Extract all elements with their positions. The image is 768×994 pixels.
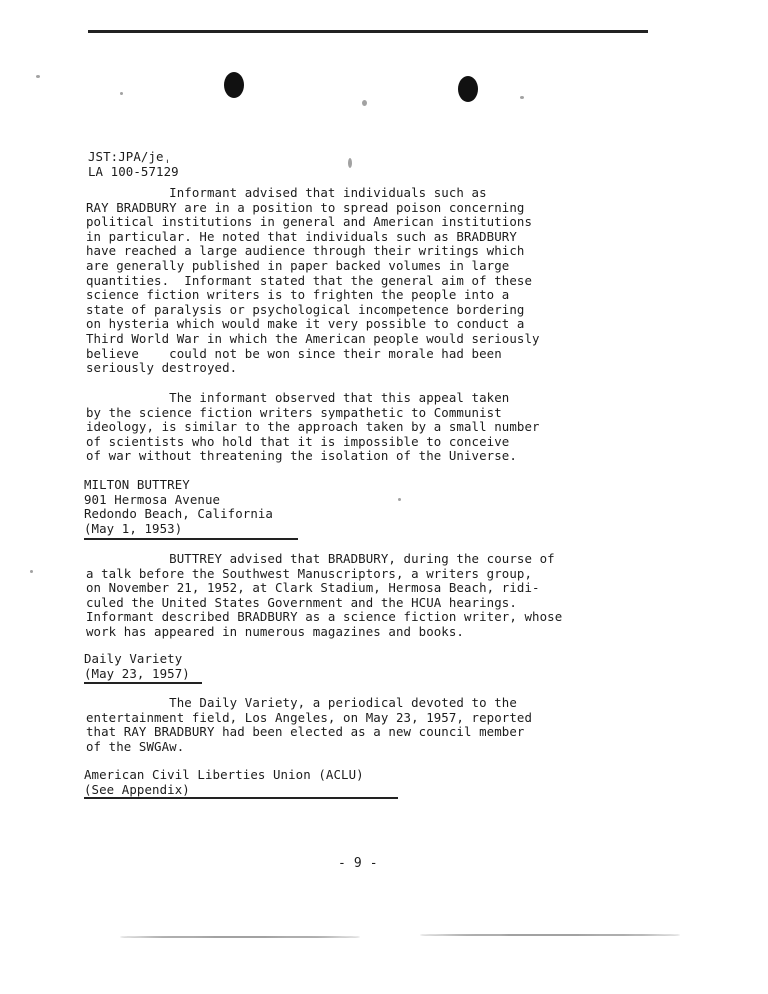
punch-hole — [224, 72, 244, 98]
text-line: have reached a large audience through their writings which — [86, 243, 525, 259]
text-line: quantities. Informant stated that the general aim of these — [86, 272, 533, 288]
source-underline — [84, 538, 298, 540]
text-line: state of paralysis or psychological incompetence bordering — [86, 301, 525, 317]
scan-speck — [30, 570, 33, 573]
text-line: of the SWGAw. — [86, 738, 185, 754]
scan-speck — [398, 498, 401, 501]
scan-speck — [420, 934, 680, 936]
source-date: (May 23, 1957) — [84, 665, 190, 681]
text-line: in particular. He noted that individuals such as BRADBURY — [86, 228, 517, 244]
source-note: (See Appendix) — [84, 781, 190, 797]
text-line: of war without threatening the isolation of the Universe. — [86, 448, 517, 464]
paragraph-daily-variety — [86, 696, 532, 754]
source-underline — [84, 797, 398, 799]
source-name: MILTON BUTTREY — [84, 477, 190, 492]
paragraph-informant-observed — [86, 391, 540, 464]
source-name: Daily Variety — [84, 651, 183, 666]
scan-speck — [348, 158, 352, 168]
source-city: Redondo Beach, California — [84, 506, 273, 522]
scan-speck — [520, 96, 524, 99]
source-underline — [84, 682, 202, 684]
scan-speck — [120, 92, 123, 95]
text-line: that RAY BRADBURY had been elected as a new council member — [86, 724, 525, 740]
text-line: Informant advised that individuals such as — [86, 185, 487, 200]
text-line: entertainment field, Los Angeles, on May 23, 1957, reported — [86, 709, 533, 725]
source-street: 901 Hermosa Avenue — [84, 491, 221, 507]
text-line: The Daily Variety, a periodical devoted to the — [86, 695, 517, 710]
text-line: culed the United States Government and the HCUA hearings. — [86, 594, 517, 610]
text-line: The informant observed that this appeal taken — [86, 390, 510, 405]
scan-speck — [120, 936, 360, 938]
source-aclu — [84, 768, 364, 797]
text-line: on November 21, 1952, at Clark Stadium, Hermosa Beach, ridi- — [86, 580, 540, 596]
text-line: political institutions in general and American institutions — [86, 214, 533, 230]
file-reference — [88, 150, 179, 179]
text-line: a talk before the Southwest Manuscriptors, a writers group, — [86, 565, 533, 581]
source-date: (May 1, 1953) — [84, 520, 183, 536]
source-buttrey — [84, 478, 273, 536]
page-number: - 9 - — [338, 856, 378, 871]
text-line: Third World War in which the American people would seriously — [86, 330, 540, 346]
text-line: work has appeared in numerous magazines and books. — [86, 623, 464, 639]
paragraph-buttrey-advised — [86, 552, 562, 640]
text-line: RAY BRADBURY are in a position to spread poison concerning — [86, 199, 525, 215]
text-line: on hysteria which would make it very possible to conduct a — [86, 316, 525, 332]
text-line: of scientists who hold that it is impossible to conceive — [86, 433, 510, 449]
top-rule — [88, 30, 648, 33]
text-line: by the science fiction writers sympathetic to Communist — [86, 404, 502, 420]
file-ref-number: LA 100-57129 — [88, 163, 179, 179]
text-line: science fiction writers is to frighten the people into a — [86, 287, 510, 303]
paragraph-informant-advised — [86, 186, 540, 376]
text-line: BUTTREY advised that BRADBURY, during the course of — [86, 551, 555, 566]
punch-hole — [458, 76, 478, 102]
text-line: are generally published in paper backed volumes in large — [86, 257, 510, 273]
source-daily-variety — [84, 652, 190, 681]
text-line: ideology, is similar to the approach taken by a small number — [86, 419, 540, 435]
source-name: American Civil Liberties Union (ACLU) — [84, 767, 364, 782]
scan-speck — [36, 75, 40, 78]
text-line: Informant described BRADBURY as a science fiction writer, whose — [86, 609, 563, 625]
scan-speck — [362, 100, 367, 106]
text-line: believe could not be won since their morale had been — [86, 345, 502, 361]
text-line: seriously destroyed. — [86, 360, 238, 376]
file-ref-initials: JST:JPA/jeˌ — [88, 149, 172, 164]
